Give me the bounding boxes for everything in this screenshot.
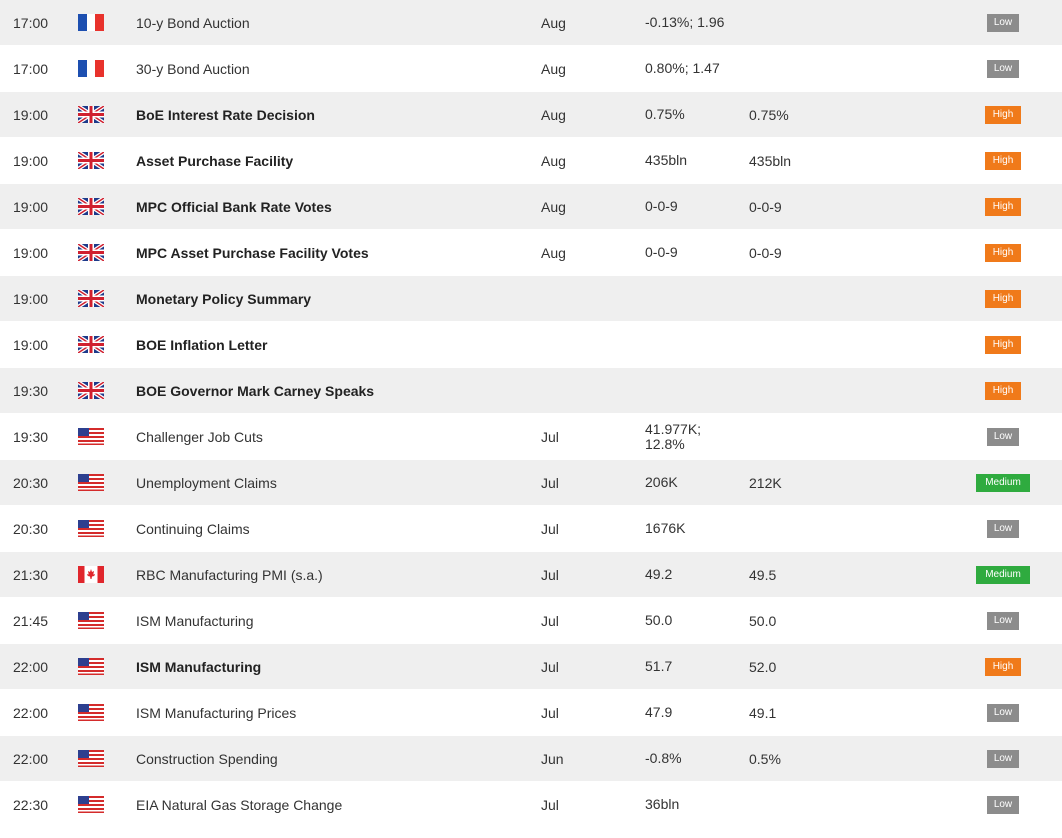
event-time: 20:30 [13, 520, 49, 537]
event-period: Jul [541, 566, 559, 583]
event-period: Jul [541, 520, 559, 537]
us-flag-icon [78, 644, 108, 689]
table-row[interactable] [0, 414, 1062, 460]
event-time: 17:00 [13, 60, 49, 77]
event-time: 20:30 [13, 474, 49, 491]
event-period: Aug [541, 244, 566, 261]
event-time: 22:00 [13, 750, 49, 767]
table-row[interactable] [0, 138, 1062, 184]
importance-cell [975, 644, 1031, 689]
forecast-value [749, 46, 849, 91]
table-row[interactable] [0, 46, 1062, 92]
importance-badge: Medium [976, 474, 1030, 492]
importance-cell [975, 138, 1031, 183]
event-time: 22:00 [13, 658, 49, 675]
forecast-value: 435bln [749, 152, 792, 169]
event-name[interactable]: Monetary Policy Summary [136, 290, 312, 307]
previous-value: 0.80%; 1.47 [645, 60, 720, 76]
previous-value [645, 322, 740, 367]
event-name[interactable]: MPC Official Bank Rate Votes [136, 198, 332, 215]
event-name[interactable]: Challenger Job Cuts [136, 428, 263, 445]
importance-badge: Low [987, 14, 1019, 32]
importance-cell [975, 46, 1031, 91]
uk-flag-icon [78, 138, 108, 183]
previous-value: -0.13%; 1.96 [645, 14, 725, 30]
event-name[interactable]: ISM Manufacturing [136, 612, 254, 629]
importance-cell [975, 690, 1031, 735]
forecast-value [749, 322, 849, 367]
event-name[interactable]: Construction Spending [136, 750, 278, 767]
importance-cell [975, 460, 1031, 505]
event-time: 19:30 [13, 382, 49, 399]
previous-value: 0.75% [645, 106, 685, 122]
importance-badge: Low [987, 796, 1019, 814]
canada-flag-icon [78, 552, 108, 597]
event-period: Jul [541, 428, 559, 445]
uk-flag-icon [78, 230, 108, 275]
event-time: 17:00 [13, 14, 49, 31]
importance-badge: Medium [976, 566, 1030, 584]
previous-value [645, 368, 740, 413]
event-name[interactable]: ISM Manufacturing [136, 658, 262, 675]
table-row[interactable] [0, 230, 1062, 276]
forecast-value [749, 276, 849, 321]
france-flag-icon [78, 46, 108, 91]
forecast-value: 0.75% [749, 106, 789, 123]
table-row[interactable] [0, 276, 1062, 322]
forecast-value: 49.5 [749, 566, 777, 583]
table-row[interactable] [0, 92, 1062, 138]
event-name[interactable]: 30-y Bond Auction [136, 60, 250, 77]
forecast-value: 0.5% [749, 750, 781, 767]
importance-cell [975, 552, 1031, 597]
event-period: Aug [541, 198, 566, 215]
previous-value: 51.7 [645, 658, 673, 674]
previous-value: 0-0-9 [645, 198, 678, 214]
event-period: Jul [541, 474, 559, 491]
event-name[interactable]: BOE Governor Mark Carney Speaks [136, 382, 375, 399]
importance-badge: High [985, 336, 1021, 354]
france-flag-icon [78, 0, 108, 45]
event-name[interactable]: ISM Manufacturing Prices [136, 704, 297, 721]
table-row[interactable] [0, 690, 1062, 736]
importance-cell [975, 368, 1031, 413]
uk-flag-icon [78, 92, 108, 137]
importance-cell [975, 322, 1031, 367]
table-row[interactable] [0, 184, 1062, 230]
event-time: 22:30 [13, 796, 49, 813]
event-period: Jul [541, 612, 559, 629]
event-period: Jun [541, 750, 564, 767]
previous-value: 50.0 [645, 612, 673, 628]
importance-badge: Low [987, 612, 1019, 630]
importance-cell [975, 782, 1031, 827]
event-name[interactable]: MPC Asset Purchase Facility Votes [136, 244, 369, 261]
event-period: Jul [541, 658, 559, 675]
uk-flag-icon [78, 322, 108, 367]
event-name[interactable]: Continuing Claims [136, 520, 250, 537]
table-row[interactable] [0, 782, 1062, 828]
table-row[interactable] [0, 506, 1062, 552]
importance-badge: High [985, 244, 1021, 262]
event-time: 21:30 [13, 566, 49, 583]
importance-badge: Low [987, 60, 1019, 78]
previous-value: 47.9 [645, 704, 673, 720]
us-flag-icon [78, 414, 108, 459]
uk-flag-icon [78, 368, 108, 413]
previous-value: 435bln [645, 152, 688, 168]
importance-badge: Low [987, 428, 1019, 446]
event-time: 19:00 [13, 198, 49, 215]
forecast-value [749, 782, 849, 827]
importance-cell [975, 276, 1031, 321]
forecast-value: 0-0-9 [749, 244, 782, 261]
forecast-value: 212K [749, 474, 782, 491]
previous-value [645, 276, 740, 321]
previous-value: 1676K [645, 520, 686, 536]
event-time: 19:30 [13, 428, 49, 445]
forecast-value [749, 368, 849, 413]
event-time: 19:00 [13, 336, 49, 353]
event-period: Aug [541, 152, 566, 169]
importance-cell [975, 598, 1031, 643]
forecast-value: 49.1 [749, 704, 777, 721]
us-flag-icon [78, 736, 108, 781]
us-flag-icon [78, 690, 108, 735]
importance-cell [975, 414, 1031, 459]
event-time: 19:00 [13, 244, 49, 261]
forecast-value [749, 506, 849, 551]
importance-cell [975, 92, 1031, 137]
event-time: 22:00 [13, 704, 49, 721]
importance-cell [975, 0, 1031, 45]
event-time: 19:00 [13, 290, 49, 307]
event-name[interactable]: Unemployment Claims [136, 474, 277, 491]
table-row[interactable] [0, 598, 1062, 644]
table-row[interactable] [0, 736, 1062, 782]
importance-badge: High [985, 382, 1021, 400]
us-flag-icon [78, 506, 108, 551]
importance-badge: High [985, 106, 1021, 124]
table-row[interactable] [0, 368, 1062, 414]
table-row[interactable] [0, 460, 1062, 506]
event-name[interactable]: BOE Inflation Letter [136, 336, 268, 353]
event-name[interactable]: BoE Interest Rate Decision [136, 106, 315, 123]
event-name[interactable]: 10-y Bond Auction [136, 14, 250, 31]
us-flag-icon [78, 598, 108, 643]
importance-cell [975, 736, 1031, 781]
importance-cell [975, 506, 1031, 551]
importance-badge: High [985, 152, 1021, 170]
event-time: 21:45 [13, 612, 49, 629]
importance-badge: High [985, 290, 1021, 308]
importance-badge: High [985, 198, 1021, 216]
table-row[interactable] [0, 322, 1062, 368]
event-period: Aug [541, 60, 566, 77]
event-name[interactable]: EIA Natural Gas Storage Change [136, 796, 343, 813]
forecast-value [749, 0, 849, 45]
forecast-value: 50.0 [749, 612, 777, 629]
uk-flag-icon [78, 184, 108, 229]
event-period: Aug [541, 106, 566, 123]
table-row[interactable] [0, 552, 1062, 598]
previous-value: 41.977K; 12.8% [645, 420, 702, 452]
event-time: 19:00 [13, 152, 49, 169]
importance-cell [975, 184, 1031, 229]
importance-badge: High [985, 658, 1021, 676]
importance-badge: Low [987, 750, 1019, 768]
previous-value: -0.8% [645, 750, 682, 766]
forecast-value: 52.0 [749, 658, 777, 675]
event-period [541, 322, 621, 367]
event-period: Jul [541, 704, 559, 721]
event-period [541, 368, 621, 413]
importance-badge: Low [987, 704, 1019, 722]
event-period: Aug [541, 14, 566, 31]
forecast-value [749, 414, 849, 459]
event-period [541, 276, 621, 321]
previous-value: 36bln [645, 796, 680, 812]
us-flag-icon [78, 460, 108, 505]
event-name[interactable]: RBC Manufacturing PMI (s.a.) [136, 566, 323, 583]
previous-value: 206K [645, 474, 678, 490]
event-period: Jul [541, 796, 559, 813]
previous-value: 49.2 [645, 566, 673, 582]
importance-cell [975, 230, 1031, 275]
uk-flag-icon [78, 276, 108, 321]
event-name[interactable]: Asset Purchase Facility [136, 152, 294, 169]
table-row[interactable] [0, 644, 1062, 690]
forecast-value: 0-0-9 [749, 198, 782, 215]
importance-badge: Low [987, 520, 1019, 538]
table-row[interactable] [0, 0, 1062, 46]
event-time: 19:00 [13, 106, 49, 123]
us-flag-icon [78, 782, 108, 827]
previous-value: 0-0-9 [645, 244, 678, 260]
